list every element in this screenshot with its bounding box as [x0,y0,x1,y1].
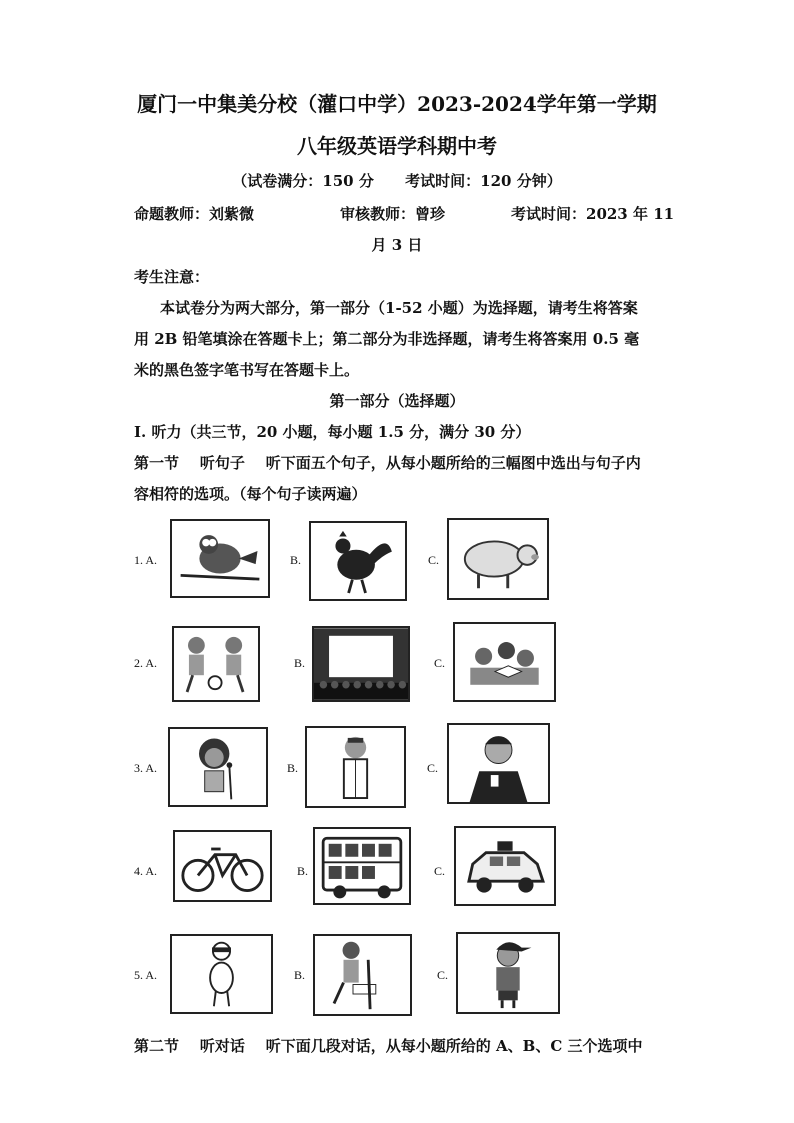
exam-date-continued: 月 3 日 [371,236,423,254]
sore-eyes-boy-icon[interactable] [170,934,273,1014]
section2-instruction-line1: 第二节 听对话 听下面几段对话，从每小题所给的 A、B、C 三个选项中 [134,1037,643,1055]
setter-teacher: 命题教师：刘紫微 [134,205,255,223]
crutches-boy-icon[interactable] [313,934,412,1016]
notice-line-1: 本试卷分为两大部分，第一部分（1-52 小题）为选择题，请考生将答案 [160,299,638,317]
rooster-icon[interactable] [309,521,407,601]
cinema-screen-icon[interactable] [312,626,410,702]
q3-option-c-label: C. [427,761,439,775]
section-I-heading: I. 听力（共三节，20 小题，每小题 1.5 分，满分 30 分） [134,423,531,441]
q1-option-a-label: 1. A. [134,553,158,567]
bus-icon[interactable] [313,827,411,905]
q3-option-a-label: 3. A. [134,761,158,775]
bicycle-icon[interactable] [173,830,272,902]
section1-instruction-line2: 容相符的选项。（每个句子读两遍） [134,485,367,503]
q3-option-b-label: B. [287,761,299,775]
exam-info: （试卷满分：150 分 考试时间：120 分钟） [232,172,562,190]
singer-icon[interactable] [168,727,268,807]
q1-option-b-label: B. [290,553,302,567]
q5-option-c-label: C. [437,968,449,982]
doctor-icon[interactable] [305,726,406,808]
q5-option-b-label: B. [294,968,306,982]
q4-option-a-label: 4. A. [134,864,158,878]
q2-option-c-label: C. [434,656,446,670]
q4-option-b-label: B. [297,864,309,878]
q1-option-c-label: C. [428,553,440,567]
children-reading-icon[interactable] [453,622,556,702]
notice-heading: 考生注意： [134,268,210,286]
exam-title-line1: 厦门一中集美分校（灌口中学）2023-2024学年第一学期 [137,92,657,116]
q2-option-b-label: B. [294,656,306,670]
pig-icon[interactable] [447,518,549,600]
q2-option-a-label: 2. A. [134,656,158,670]
notice-line-3: 米的黑色签字笔书写在答题卡上。 [134,361,360,379]
reviewer-teacher: 审核教师：曾珍 [340,205,446,223]
q5-option-a-label: 5. A. [134,968,158,982]
reporter-icon[interactable] [447,723,550,804]
bird-icon[interactable] [170,519,270,598]
exam-title-line2: 八年级英语学科期中考 [297,134,497,158]
exam-date: 考试时间：2023 年 11 [511,205,675,223]
soccer-players-icon[interactable] [172,626,260,702]
notice-line-2: 用 2B 铅笔填涂在答题卡上；第二部分为非选择题，请考生将答案用 0.5 毫 [134,330,640,348]
q4-option-c-label: C. [434,864,446,878]
part1-heading: 第一部分（选择题） [329,392,465,410]
taxi-icon[interactable] [454,826,556,906]
boy-with-cap-icon[interactable] [456,932,560,1014]
section1-instruction-line1: 第一节 听句子 听下面五个句子，从每小题所给的三幅图中选出与句子内 [134,454,641,472]
